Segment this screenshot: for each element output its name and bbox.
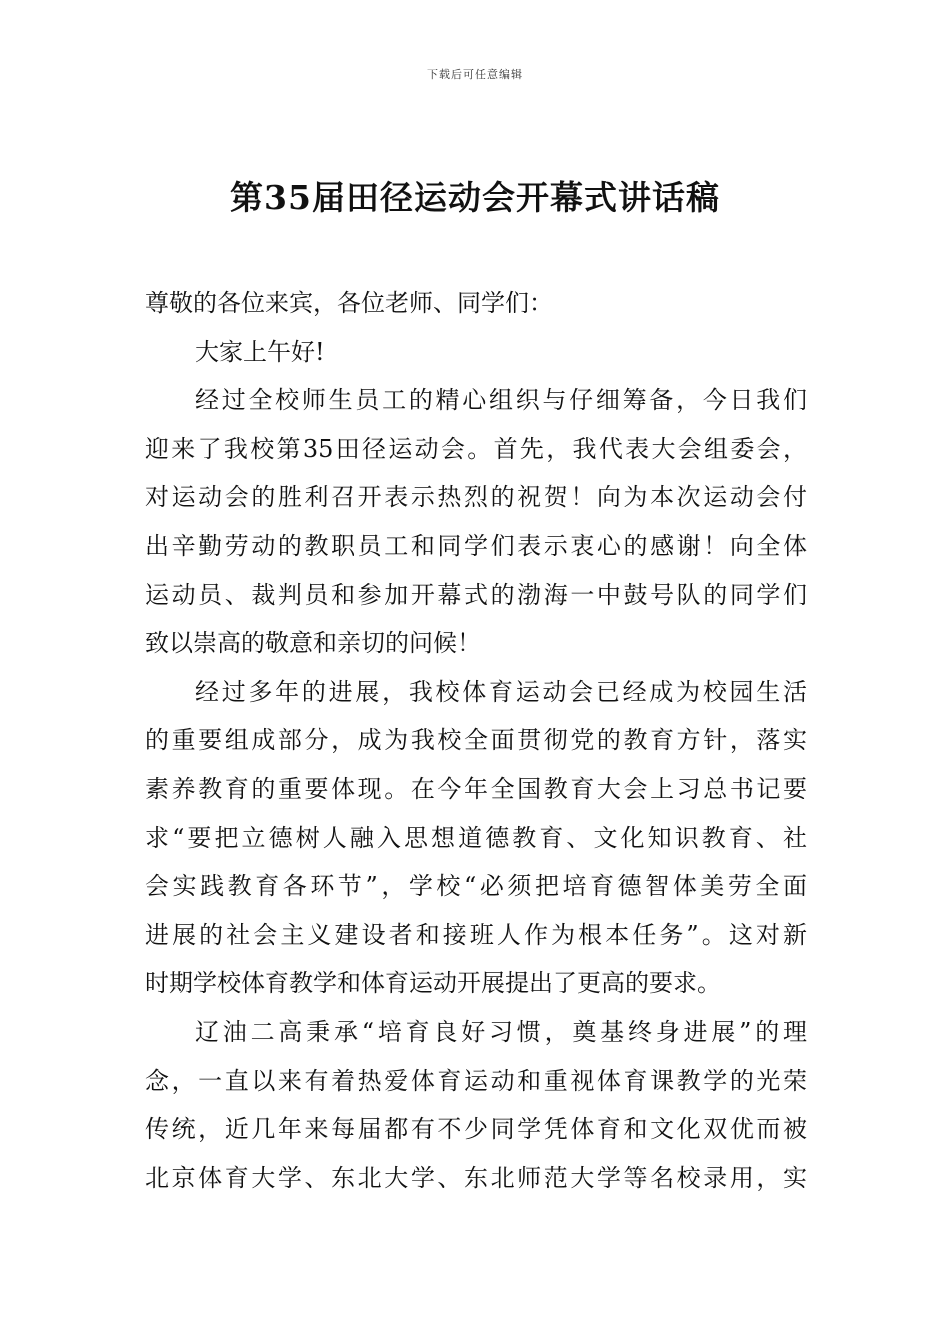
document-body (145, 279, 807, 1202)
paragraph-line: 经过多年的进展，我校体育运动会已经成为校园生活 (195, 677, 807, 706)
paragraph-line: 时期学校体育教学和体育运动开展提出了更高的要求。 (145, 969, 721, 998)
paragraph-line: 素养教育的重要体现。在今年全国教育大会上习总书记要 (145, 774, 807, 803)
paragraph-line: 北京体育大学、东北大学、东北师范大学等名校录用，实 (145, 1163, 807, 1192)
document-title: 第35届田径运动会开幕式讲话稿 (230, 178, 720, 217)
paragraph-line: 求“要把立德树人融入思想道德教育、文化知识教育、社 (145, 823, 807, 852)
paragraph-line: 进展的社会主义建设者和接班人作为根本任务”。这对新 (145, 920, 807, 949)
paragraph-line: 大家上午好! (195, 337, 325, 366)
paragraph-line: 致以崇高的敬意和亲切的问候！ (145, 629, 481, 658)
paragraph-line: 念，一直以来有着热爱体育运动和重视体育课教学的光荣 (145, 1066, 807, 1095)
paragraph-line: 迎来了我校第35田径运动会。首先，我代表大会组委会， (145, 434, 807, 463)
paragraph-line: 出辛勤劳动的教职员工和同学们表示衷心的感谢！向全体 (145, 531, 807, 560)
paragraph-line: 会实践教育各环节”，学校“必须把培育德智体美劳全面 (145, 872, 807, 901)
paragraph-line: 对运动会的胜利召开表示热烈的祝贺！向为本次运动会付 (145, 483, 807, 512)
paragraph-line: 辽油二高秉承“培育良好习惯，奠基终身进展”的理 (195, 1017, 807, 1046)
paragraph-line: 经过全校师生员工的精心组织与仔细筹备，今日我们 (195, 386, 807, 415)
header-note: 下载后可任意编辑 (427, 68, 523, 81)
paragraph-line: 的重要组成部分，成为我校全面贯彻党的教育方针，落实 (145, 726, 807, 755)
paragraph-line: 传统，近几年来每届都有不少同学凭体育和文化双优而被 (145, 1115, 807, 1144)
paragraph-line: 运动员、裁判员和参加开幕式的渤海一中鼓号队的同学们 (145, 580, 807, 609)
paragraph-line: 尊敬的各位来宾，各位老师、同学们： (145, 289, 553, 317)
